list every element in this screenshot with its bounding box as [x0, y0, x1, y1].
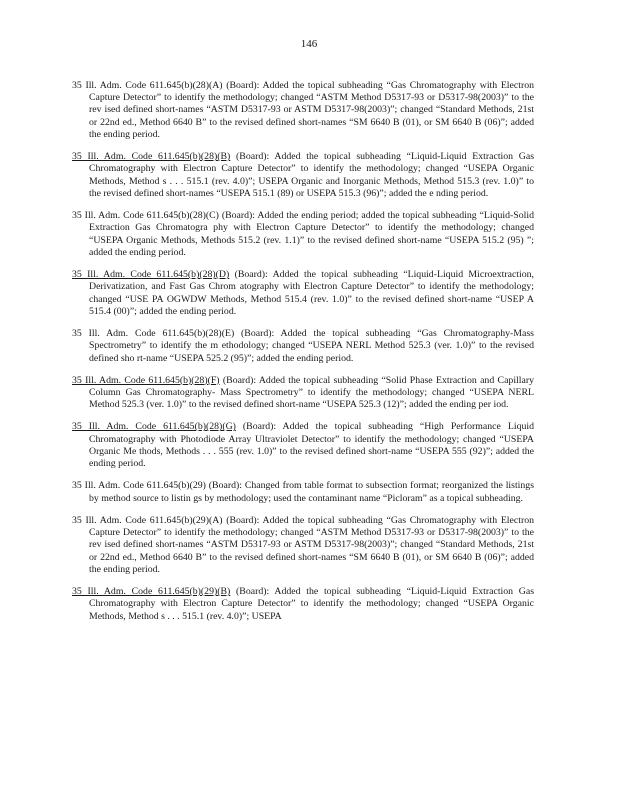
entry-citation: 35 Ill. Adm. Code 611.645(b)(29)(B) — [72, 586, 231, 598]
entry-text: (Board): Added the topical subheading “Gas Chromatography-Mass Spectrometry” to identify the m ethodology; changed “USEPA NERL Method 525.3 (ver. 1.0)” to the revised defined sho rt-name “USEPA 525.2 (95)”; added the ending period. — [89, 328, 534, 364]
entry-text: (Board): Added the topical subheading “Gas Chromatography with Electron Capture Detector” to identify the methodology; changed “ASTM Method D5317-93 or D5317-98(2003)” to the rev ised defined short-names “ASTM D5317-93 or ASTM D5317-98(2003)”; changed “Standard Methods, 21st or 22nd ed., Method 6640 B” to the revised defined short-names “SM 6640 B (01), or SM 6640 B (06)”; added the ending period. — [89, 514, 534, 575]
entry-citation: 35 Ill. Adm. Code 611.645(b)(28)(D) — [72, 269, 230, 281]
entry-28-a — [72, 80, 534, 141]
entry-citation: 35 Ill. Adm. Code 611.645(b)(29) — [72, 480, 206, 492]
entry-28-c — [72, 210, 534, 259]
entry-citation: 35 Ill. Adm. Code 611.645(b)(28)(E) — [72, 328, 235, 340]
entry-citation: 35 Ill. Adm. Code 611.645(b)(28)(A) — [72, 79, 223, 91]
entry-citation: 35 Ill. Adm. Code 611.645(b)(28)(G) — [72, 421, 236, 433]
amendment-entries — [72, 70, 534, 630]
entry-citation: 35 Ill. Adm. Code 611.645(b)(28)(B) — [72, 151, 231, 163]
page-number: 146 — [300, 38, 318, 50]
entry-29 — [72, 480, 534, 505]
entry-text: (Board): Added the topical subheading “Liquid-Liquid Microextraction, Derivatization, and Fast Gas Chrom atography with Electron Capture Detector” to identify the methodology; changed “USE PA OGWDW Methods, Method 515.4 (rev. 1.0)” to the revised defined short-name “USEP A 515.4 (00)”; added the ending period. — [89, 269, 534, 317]
entry-citation: 35 Ill. Adm. Code 611.645(b)(28)(C) — [72, 210, 219, 222]
entry-29-b — [72, 586, 534, 623]
entry-28-d — [72, 269, 534, 318]
entry-citation: 35 Ill. Adm. Code 611.645(b)(29)(A) — [72, 514, 223, 526]
entry-28-b — [72, 151, 534, 200]
entry-text: (Board): Added the topical subheading “Liquid-Liquid Extraction Gas Chromatography with Electron Capture Detector” to identify the methodology; changed “USEPA Organic Methods, Method s . . . 515.1 (rev. 4.0)”; USEPA Organic and Inorganic Methods, Method 515.3 (rev. 1.0)” to the revised defined short-names “USEPA 515.1 (89) or USEPA 515.3 (96)”; added the e nding period. — [89, 151, 535, 199]
entry-text: (Board): Added the ending period; added the topical subheading “Liquid-Solid Extraction Gas Chromatogra phy with Electron Capture Detector” to identify the methodology; changed “USEPA Organic Methods, Methods 515.2 (rev. 1.1)” to the revised defined short-name “USEPA 515.2 (95) ”; added the ending period. — [89, 210, 534, 258]
entry-text: (Board): Added the topical subheading “Solid Phase Extraction and Capillary Column Gas Chromatography- Mass Spectrometry” to identify the methodology; changed “USEPA NERL Method 525.3 (ver. 1.0)” to the revised defined short-name “USEPA 525.3 (12)”; added the ending per iod. — [89, 374, 534, 411]
entry-text: (Board): Changed from table format to subsection format; reorganized the listings by method source to listin gs by methodology; used the contaminant name “Picloram” as a topical subheading. — [89, 480, 535, 504]
entry-28-g — [72, 421, 534, 470]
entry-text: (Board): Added the topical subheading “Gas Chromatography with Electron Capture Detector” to identify the methodology; changed “ASTM Method D5317-93 or D5317-98(2003)” to the rev ised defined short-names “ASTM D5317-93 or ASTM D5317-98(2003)”; changed “Standard Methods, 21st or 22nd ed., Method 6640 B” to the revised defined short-names “SM 6640 B (01), or SM 6640 B (06)”; added the ending period. — [89, 79, 534, 140]
entry-text: (Board): Added the topical subheading “Liquid-Liquid Extraction Gas Chromatography with Electron Capture Detector” to identify the methodology; changed “USEPA Organic Methods, Method s . . . 515.1 (rev. 4.0)”; USEPA — [89, 586, 535, 622]
entry-text: (Board): Added the topical subheading “High Performance Liquid Chromatography with Photodiode Array Ultraviolet Detector” to identify the methodology; changed “USEPA Organic Me thods, Methods . . . 555 (rev. 1.0)” to the revised defined short-name “USEPA 555 (92)”; added the ending period. — [89, 421, 534, 470]
entry-28-f — [72, 375, 534, 412]
entry-28-e — [72, 328, 534, 365]
entry-citation: 35 Ill. Adm. Code 611.645(b)(28)(F) — [72, 374, 220, 386]
entry-29-a — [72, 515, 534, 576]
